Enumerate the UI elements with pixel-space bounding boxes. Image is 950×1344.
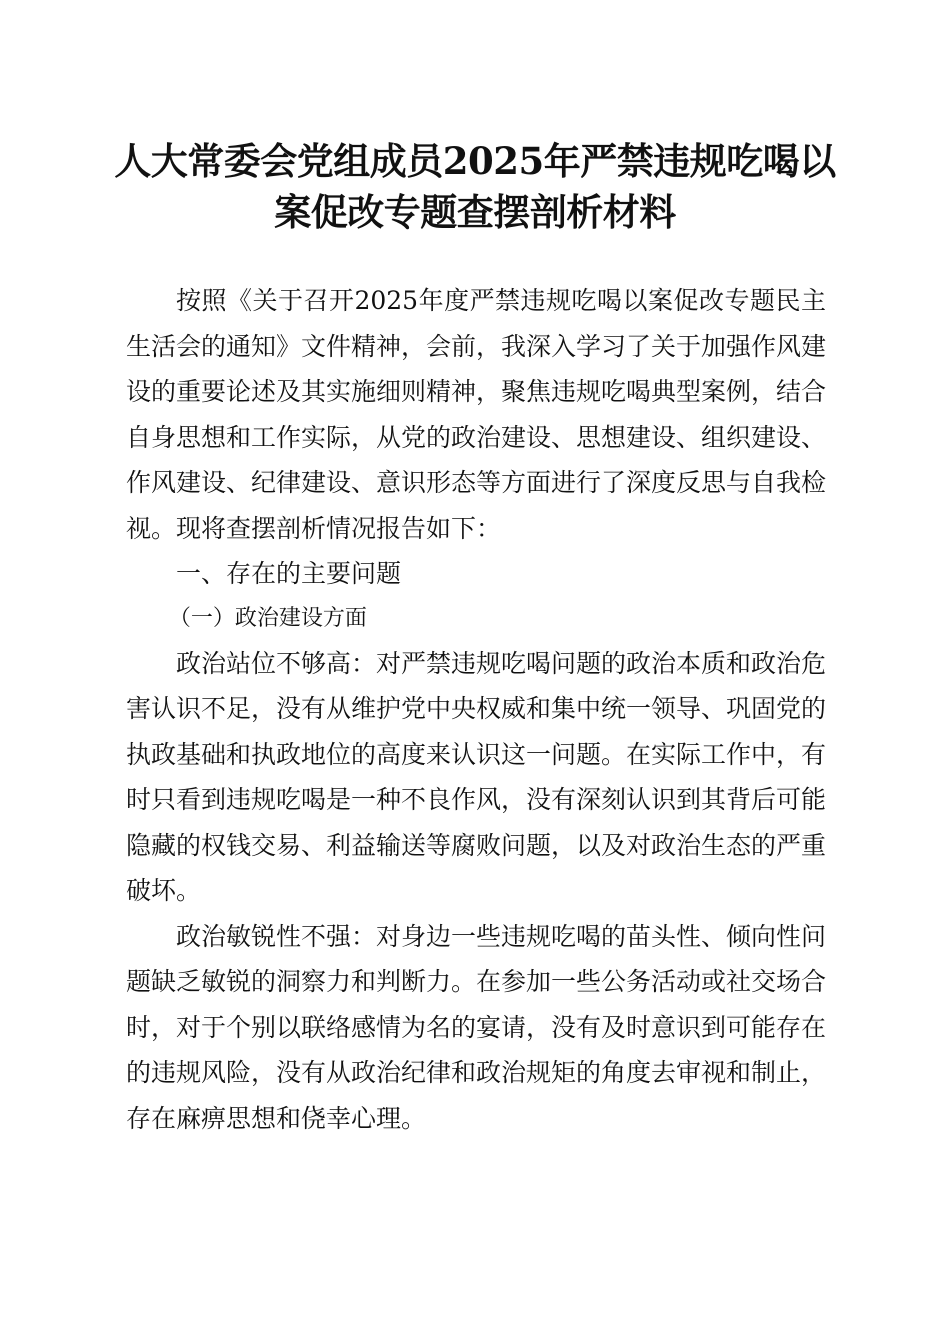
document-body [126, 278, 826, 1141]
body-paragraph: 政治站位不够高：对严禁违规吃喝问题的政治本质和政治危害认识不足，没有从维护党中央权威和集中统一领导、巩固党的执政基础和执政地位的高度来认识这一问题。在实际工作中，有时只看到违规吃喝是一种不良作风，没有深刻认识到其背后可能隐藏的权钱交易、利益输送等腐败问题，以及对政治生态的严重破坏。 [126, 648, 827, 905]
document-title [100, 136, 850, 238]
section-heading: 一、存在的主要问题 [176, 559, 402, 588]
body-paragraph: 政治敏锐性不强：对身边一些违规吃喝的苗头性、倾向性问题缺乏敏锐的洞察力和判断力。在参加一些公务活动或社交场合时，对于个别以联络感情为名的宴请，没有及时意识到可能存在的违规风险，没有从政治纪律和政治规矩的角度去审视和制止，存在麻痹思想和侥幸心理。 [126, 921, 827, 1133]
document-title-line-2: 案促改专题查摆剖析材料 [274, 190, 676, 234]
subsection-heading: （一）政治建设方面 [168, 605, 367, 631]
intro-paragraph: 按照《关于召开2025年度严禁违规吃喝以案促改专题民主生活会的通知》文件精神，会前，我深入学习了关于加强作风建设的重要论述及其实施细则精神，聚焦违规吃喝典型案例，结合自身思想和工作实际，从党的政治建设、思想建设、组织建设、作风建设、纪律建设、意识形态等方面进行了深度反思与自我检视。现将查摆剖析情况报告如下： [126, 286, 827, 543]
document-title-line-1: 人大常委会党组成员2025年严禁违规吃喝以 [114, 139, 836, 183]
